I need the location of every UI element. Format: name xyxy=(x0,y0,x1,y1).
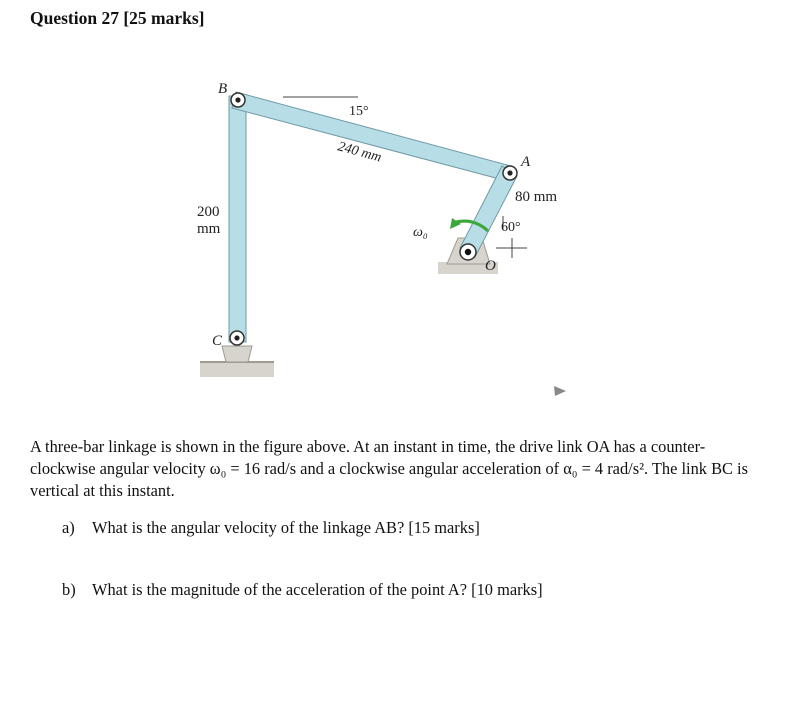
question-b xyxy=(62,580,543,600)
label-length-240: 240 mm xyxy=(335,139,384,166)
problem-paragraph: A three-bar linkage is shown in the figure above. At an instant in time, the drive link OA has a counter-clockwise angular velocity ω₀ = 16 rad/s and a clockwise angular acceleration of α₀ = 4 rad/s². The link BC is vertical at this instant. xyxy=(30,437,748,500)
pin-b xyxy=(231,93,245,107)
label-b: B xyxy=(218,81,228,97)
question-a-label: a) xyxy=(62,518,75,537)
link-bc xyxy=(229,96,246,342)
pin-c xyxy=(230,331,244,345)
label-omega: ω₀ xyxy=(413,225,428,240)
mark-triangle xyxy=(554,386,566,396)
label-angle-15: 15° xyxy=(349,104,369,119)
ground-support-c xyxy=(200,346,274,377)
pin-o xyxy=(460,244,476,260)
question-b-label: b) xyxy=(62,580,76,599)
label-angle-60: 60° xyxy=(501,220,521,235)
label-o: O xyxy=(485,258,496,274)
label-length-200-line1: 200 xyxy=(197,204,220,220)
label-length-200-line2: mm xyxy=(197,221,221,237)
question-title: Question 27 [25 marks] xyxy=(30,8,205,28)
question-a-text: What is the angular velocity of the linkage AB? [15 marks] xyxy=(92,518,480,537)
link-ab xyxy=(232,92,511,181)
question-a xyxy=(62,518,480,538)
label-c: C xyxy=(212,333,223,349)
label-length-80: 80 mm xyxy=(515,189,558,205)
label-a: A xyxy=(521,154,531,170)
pin-a xyxy=(503,166,517,180)
question-b-text: What is the magnitude of the acceleration of the point A? [10 marks] xyxy=(92,580,543,599)
